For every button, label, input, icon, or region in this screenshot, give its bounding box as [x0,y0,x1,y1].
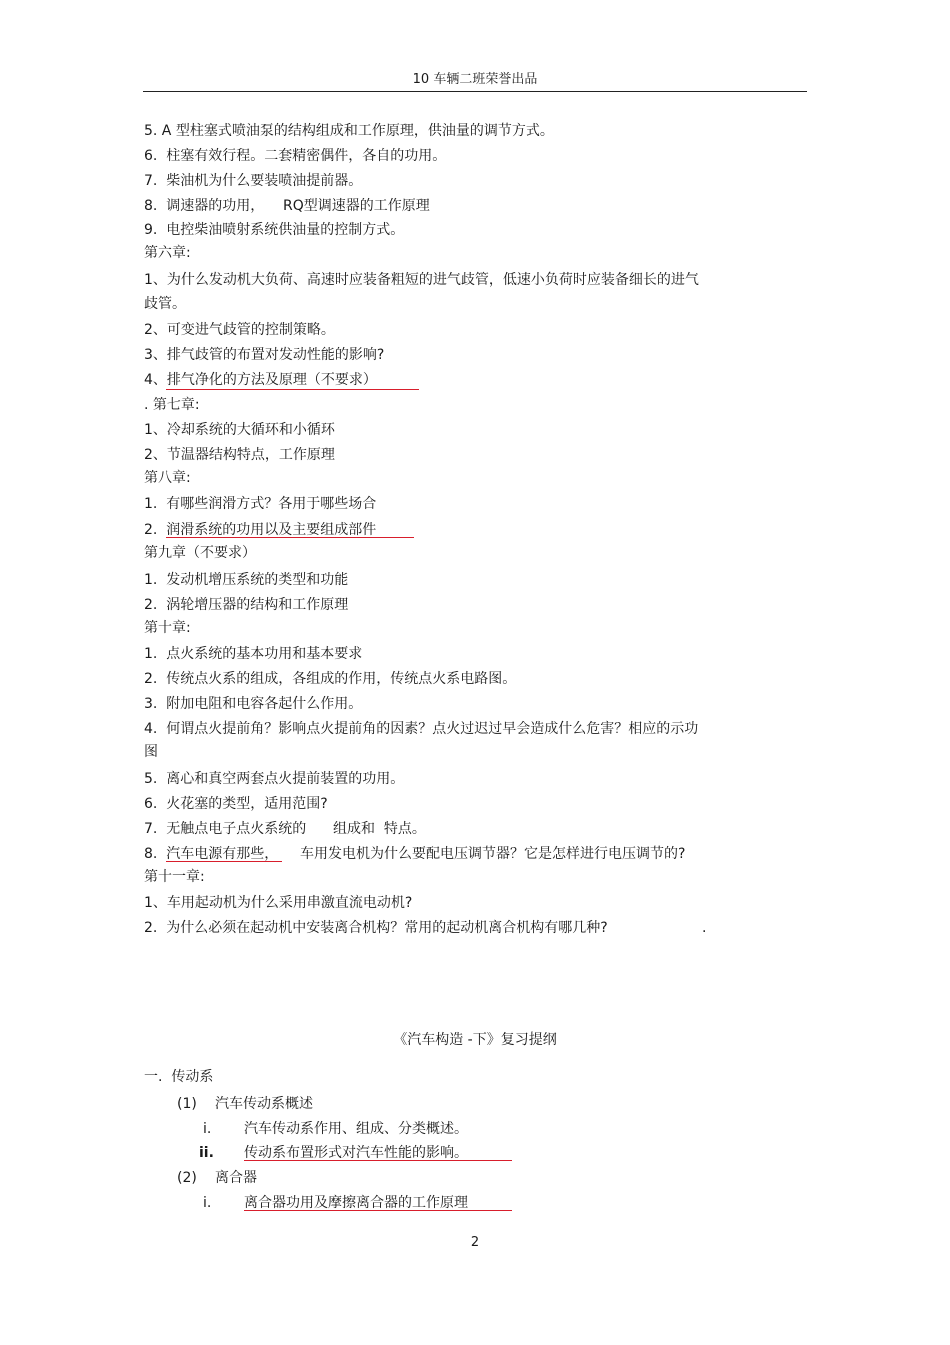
text-line: 车用发电机为什么要配电压调节器？它是怎样进行电压调节的? [300,846,686,862]
list-item: 离合器功用及摩擦离合器的工作原理 [244,1195,468,1211]
text-line: 1、车用起动机为什么采用串激直流电动机? [144,895,413,911]
text-line: 7. 柴油机为什么要装喷油提前器。 [144,173,363,189]
chapter-heading: . 第七章: [144,397,200,413]
text-line: 1、冷却系统的大循环和小循环 [144,422,335,438]
list-number: ii. [199,1145,214,1161]
chapter-heading: 第六章: [144,245,191,261]
text-line: 9. 电控柴油喷射系统供油量的控制方式。 [144,222,405,238]
outline-title: 《汽车构造 -下》复习提纲 [393,1032,557,1048]
page-number: 2 [470,1235,480,1250]
text-line: 1. 发动机增压系统的类型和功能 [144,572,349,588]
text-line: 2、节温器结构特点，工作原理 [144,447,335,463]
text-line: 6. 柱塞有效行程。二套精密偶件，各自的功用。 [144,148,447,164]
text-line: 2. 传统点火系的组成，各组成的作用，传统点火系电路图。 [144,671,517,687]
text-line: 1. 有哪些润滑方式？各用于哪些场合 [144,496,377,512]
text-line: 2. 涡轮增压器的结构和工作原理 [144,597,349,613]
list-item: 汽车传动系作用、组成、分类概述。 [244,1121,468,1137]
text-line: 5. A 型柱塞式喷油泵的结构组成和工作原理，供油量的调节方式。 [144,123,554,139]
text-line: 7. 无触点电子点火系统的 [144,821,307,837]
red-underline [244,1160,512,1161]
text-line: 8. 调速器的功用， [144,198,265,214]
chapter-heading: 第八章: [144,470,191,486]
text-line: RQ型调速器的工作原理 [283,198,430,214]
list-item: 传动系布置形式对汽车性能的影响。 [244,1145,468,1161]
text-line: 2、可变进气歧管的控制策略。 [144,322,335,338]
list-number: (1) [177,1096,197,1112]
text-line: 歧管。 [144,296,186,312]
text-line: 4. 何谓点火提前角？影响点火提前角的因素？点火过迟过早会造成什么危害？相应的示功 [144,721,699,737]
section-heading: 一. 传动系 [144,1069,214,1085]
red-underline [166,537,414,538]
text-line: 2. 润滑系统的功用以及主要组成部件 [144,522,377,538]
text-line: 5. 离心和真空两套点火提前装置的功用。 [144,771,405,787]
text-line: 6. 火花塞的类型，适用范围? [144,796,328,812]
text-line: 4、排气净化的方法及原理（不要求） [144,372,377,388]
red-underline [244,1210,512,1211]
chapter-heading: 第十章: [144,620,191,636]
text-line: 2. 为什么必须在起动机中安装离合机构？常用的起动机离合机构有哪几种? [144,920,608,936]
list-number: (2) [177,1170,197,1186]
red-underline [166,389,419,390]
page-header: 10 车辆二班荣誉出品 [412,72,538,87]
text-line: . [702,920,707,936]
list-number: i. [203,1195,212,1211]
list-item: 汽车传动系概述 [215,1096,313,1112]
text-line: 组成和 特点。 [333,821,426,837]
list-item: 离合器 [215,1170,257,1186]
red-underline [166,861,282,862]
header-rule [143,91,807,92]
chapter-heading: 第九章（不要求） [144,545,256,561]
text-line: 1、为什么发动机大负荷、高速时应装备粗短的进气歧管，低速小负荷时应装备细长的进气 [144,272,699,288]
text-line: 3、排气歧管的布置对发动性能的影响? [144,347,385,363]
text-line: 3. 附加电阻和电容各起什么作用。 [144,696,363,712]
list-number: i. [203,1121,212,1137]
text-line: 图 [144,744,158,760]
text-line: 1. 点火系统的基本功用和基本要求 [144,646,363,662]
chapter-heading: 第十一章: [144,869,205,885]
text-line: 8. 汽车电源有那些， [144,846,279,862]
